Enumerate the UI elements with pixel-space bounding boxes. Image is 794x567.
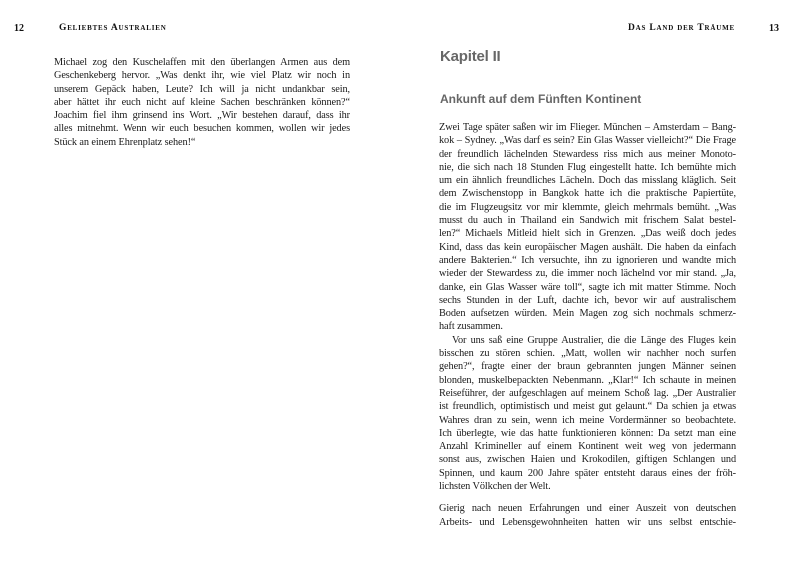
text-line: gehen?“, fragte einer der braun gebrannten jungen Männer seinen [439,361,736,373]
text-line: bisschen zu stören schien. „Matt, wollen wir nachher noch surfen [439,348,736,360]
text-line: haft zusammen. [439,321,503,333]
text-line: Joachim fiel ihm grinsend ins Wort. „Wir bestehen darauf, dass ihr [54,110,350,122]
text-line: nie, die sich nach 18 Stunden Flug eingestellt hatte. Ich bemühte mich [439,161,736,173]
text-line: Wahres dran zu sein, wenn ich meine Vordermänner so beobachtete. [439,414,736,426]
text-line: Stück an einem Ehrenplatz sehen!“ [54,136,196,148]
text-line: sonst aus, zwischen Haien und Krokodilen, giftigen Schlangen und [439,454,736,466]
text-line: Kind, dass das kein europäischer Magen aushält. Die haben da einfach [439,241,736,253]
text-line: die im Flugzeugsitz vor mir klemmte, gleich mehrmals bemüht. „Was [439,201,736,213]
text-line: Vor uns saß eine Gruppe Australier, die die Länge des Fluges kein [452,334,736,346]
running-head-left: Geliebtes Australien [59,23,167,33]
page-number-left: 12 [14,23,24,34]
text-line: Boden aufsetzen würden. Mein Magen zog sich nochmals schmerz- [439,308,736,320]
text-line: Reiseführer, der aufgeschlagen auf meinem Schoß lag. „Der Australier [439,387,736,399]
running-head-right: Das Land der Träume [627,23,735,33]
text-line: der freundlich lächelnden Stewardess riss mich aus meiner Monoto- [439,148,736,160]
text-line: len?“ Michaels Mitleid hielt sich in Grenzen. „Das weiß doch jedes [439,228,736,240]
text-line: wieder der Stewardess zu, die immer noch lächelnd vor mir stand. „Ja, [439,268,736,280]
right-page-body-text [439,121,736,529]
text-line: blonden, muskelbepackten Nebenmann. „Klar!“ Ich schaute in meinen [439,374,736,386]
text-line: Gierig nach neuen Erfahrungen und einer Auszeit von deutschen [439,503,736,515]
text-line: musst du auch in Thailand ein Sandwich mit frischem Salat bestel- [439,215,736,227]
text-line: aber hättet ihr euch nicht auf kleine Sachen beschränken können?“ [54,96,350,108]
section-heading: Ankunft auf dem Fünften Kontinent [440,92,642,106]
text-line: sechs Stunden in der Luft, dachte ich, bevor wir auf australischem [439,294,736,306]
page-number-right: 13 [769,23,779,34]
text-line: Michael zog den Kuschelaffen mit den überlangen Armen aus dem [54,57,350,68]
paragraph [439,121,736,334]
text-line: Ich überlegte, wie das hatte funktionieren können: Da setzt man eine [439,427,736,439]
text-line: Zwei Tage später saßen wir im Flieger. München – Amsterdam – Bang- [439,122,736,133]
text-line: danke, ein Glas Wasser wäre toll“, sagte ich mit matter Stimme. Noch [439,281,736,293]
paragraph [439,334,736,494]
text-line: ist freundlich, optimistisch und meist gut gelaunt.“ Da schien ja etwas [439,401,736,413]
paragraph [54,56,350,149]
text-line: Anzahl Krimineller auf einem Kontinent weit weg von jedermann [439,441,736,453]
text-line: unserem Gepäck haben, Leute? Ich will ja nicht undankbar sein, [54,83,350,95]
text-line: um ein ähnlich freundliches Lächeln. Doch das misslang kläglich. Seit [439,175,736,187]
text-line: Spinnen, und kaum 200 Jahre später entsteht daraus eines der fröh- [439,467,736,479]
chapter-heading: Kapitel II [440,48,501,65]
paragraph [439,502,736,529]
text-line: andere Bakterien.“ Ich versuchte, ihn zu ignorieren und wandte mich [439,254,736,266]
left-page-body-text [54,56,350,149]
text-line: kok – Sydney. „Was darf es sein? Ein Glas Wasser vielleicht?“ Die Frage [439,135,736,147]
text-line: lichsten Völkchen der Welt. [439,481,551,493]
text-line: dem Zwischenstopp in Bangkok hatte ich die praktische Papiertüte, [439,188,736,200]
text-line: Geschenkeberg hervor. „Was denkt ihr, wie viel Platz wir noch in [54,70,350,82]
text-line: alles mitnehmt. Wenn wir euch besuchen kommen, wollen wir jedes [54,123,350,135]
text-line: Arbeits- und Lebensgewohnheiten hatten wir uns selbst entschie- [439,516,736,528]
